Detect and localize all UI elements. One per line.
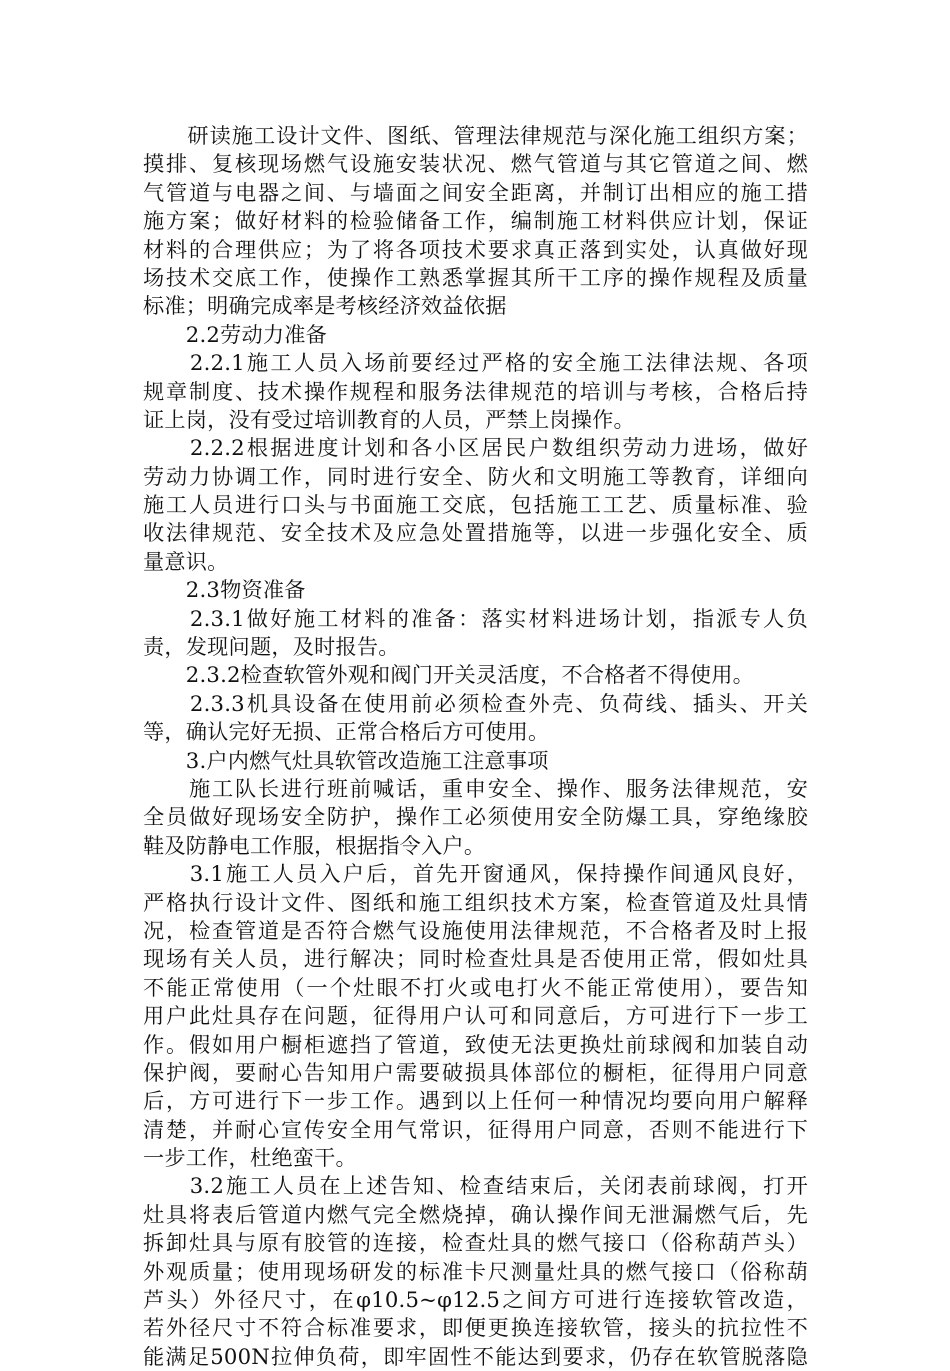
text-line: 2.3.1做好施工材料的准备：落实材料进场计划，指派专人负 [143,605,808,631]
text-line: 严格执行设计文件、图纸和施工组织技术方案，检查管道及灶具情 [143,889,808,915]
text-line: 施工人员进行口头与书面施工交底，包括施工工艺、质量标准、验 [143,492,808,518]
text-line: 能满足500N拉伸负荷，即牢固性不能达到要求，仍存在软管脱落隐 [143,1343,808,1369]
text-line: 场技术交底工作，使操作工熟悉掌握其所干工序的操作规程及质量 [143,264,808,290]
text-line: 全员做好现场安全防护，操作工必须使用安全防爆工具，穿绝缘胶 [143,804,808,830]
text-line: 3.1施工人员入户后，首先开窗通风，保持操作间通风良好， [143,861,808,887]
text-line: 劳动力协调工作，同时进行安全、防火和文明施工等教育，详细向 [143,463,808,489]
text-line: 鞋及防静电工作服，根据指令入户。 [143,832,486,858]
text-line: 2.2.2根据进度计划和各小区居民户数组织劳动力进场，做好 [143,435,808,461]
text-line: 2.2.1施工人员入场前要经过严格的安全施工法律法规、各项 [143,350,808,376]
text-line: 清楚，并耐心宣传安全用气常识，征得用户同意，否则不能进行下 [143,1116,808,1142]
text-line: 材料的合理供应；为了将各项技术要求真正落到实处，认真做好现 [143,236,808,262]
text-line: 2.2劳动力准备 [143,321,328,347]
text-line: 作。假如用户橱柜遮挡了管道，致使无法更换灶前球阀和加装自动 [143,1031,808,1057]
text-line: 2.3.3机具设备在使用前必须检查外壳、负荷线、插头、开关 [143,690,808,716]
text-line: 用户此灶具存在问题，征得用户认可和同意后，方可进行下一步工 [143,1003,808,1029]
text-line: 3.户内燃气灶具软管改造施工注意事项 [143,747,549,773]
text-line: 施工队长进行班前喊话，重申安全、操作、服务法律规范，安 [143,775,808,801]
text-line: 收法律规范、安全技术及应急处置措施等，以进一步强化安全、质 [143,520,808,546]
text-line: 一步工作，杜绝蛮干。 [143,1145,357,1171]
text-line: 不能正常使用（一个灶眼不打火或电打火不能正常使用），要告知 [143,974,808,1000]
text-line: 施方案；做好材料的检验储备工作，编制施工材料供应计划，保证 [143,208,808,234]
text-line: 研读施工设计文件、图纸、管理法律规范与深化施工组织方案； [143,123,808,148]
text-line: 责，发现问题，及时报告。 [143,634,400,660]
text-line: 保护阀，要耐心告知用户需要破损具体部位的橱柜，征得用户同意 [143,1059,808,1085]
text-line: 灶具将表后管道内燃气完全燃烧掉，确认操作间无泄漏燃气后，先 [143,1201,808,1227]
text-line: 摸排、复核现场燃气设施安装状况、燃气管道与其它管道之间、燃 [143,151,808,177]
text-line: 规章制度、技术操作规程和服务法律规范的培训与考核，合格后持 [143,378,808,404]
text-line: 等，确认完好无损、正常合格后方可使用。 [143,719,550,745]
text-line: 量意识。 [143,548,229,574]
text-line: 标准；明确完成率是考核经济效益依据 [143,293,507,319]
text-line: 2.3.2检查软管外观和阀门开关灵活度，不合格者不得使用。 [143,662,754,688]
text-line: 3.2施工人员在上述告知、检查结束后，关闭表前球阀，打开 [143,1173,808,1199]
text-line: 拆卸灶具与原有胶管的连接，检查灶具的燃气接口（俗称葫芦头） [143,1230,808,1256]
text-line: 气管道与电器之间、与墙面之间安全距离，并制订出相应的施工措 [143,179,808,205]
text-line: 若外径尺寸不符合标准要求，即便更换连接软管，接头的抗拉性不 [143,1315,808,1341]
text-line: 2.3物资准备 [143,577,306,603]
text-line: 外观质量；使用现场研发的标准卡尺测量灶具的燃气接口（俗称葫 [143,1258,808,1284]
text-line: 后，方可进行下一步工作。遇到以上任何一种情况均要向用户解释 [143,1088,808,1114]
document-page [143,122,808,1371]
text-line: 芦头）外径尺寸，在φ10.5~φ12.5之间方可进行连接软管改造， [143,1287,808,1313]
text-line: 证上岗，没有受过培训教育的人员，严禁上岗操作。 [143,406,635,432]
text-line: 况，检查管道是否符合燃气设施使用法律规范，不合格者及时上报 [143,917,808,943]
text-line: 现场有关人员，进行解决；同时检查灶具是否使用正常，假如灶具 [143,946,808,972]
